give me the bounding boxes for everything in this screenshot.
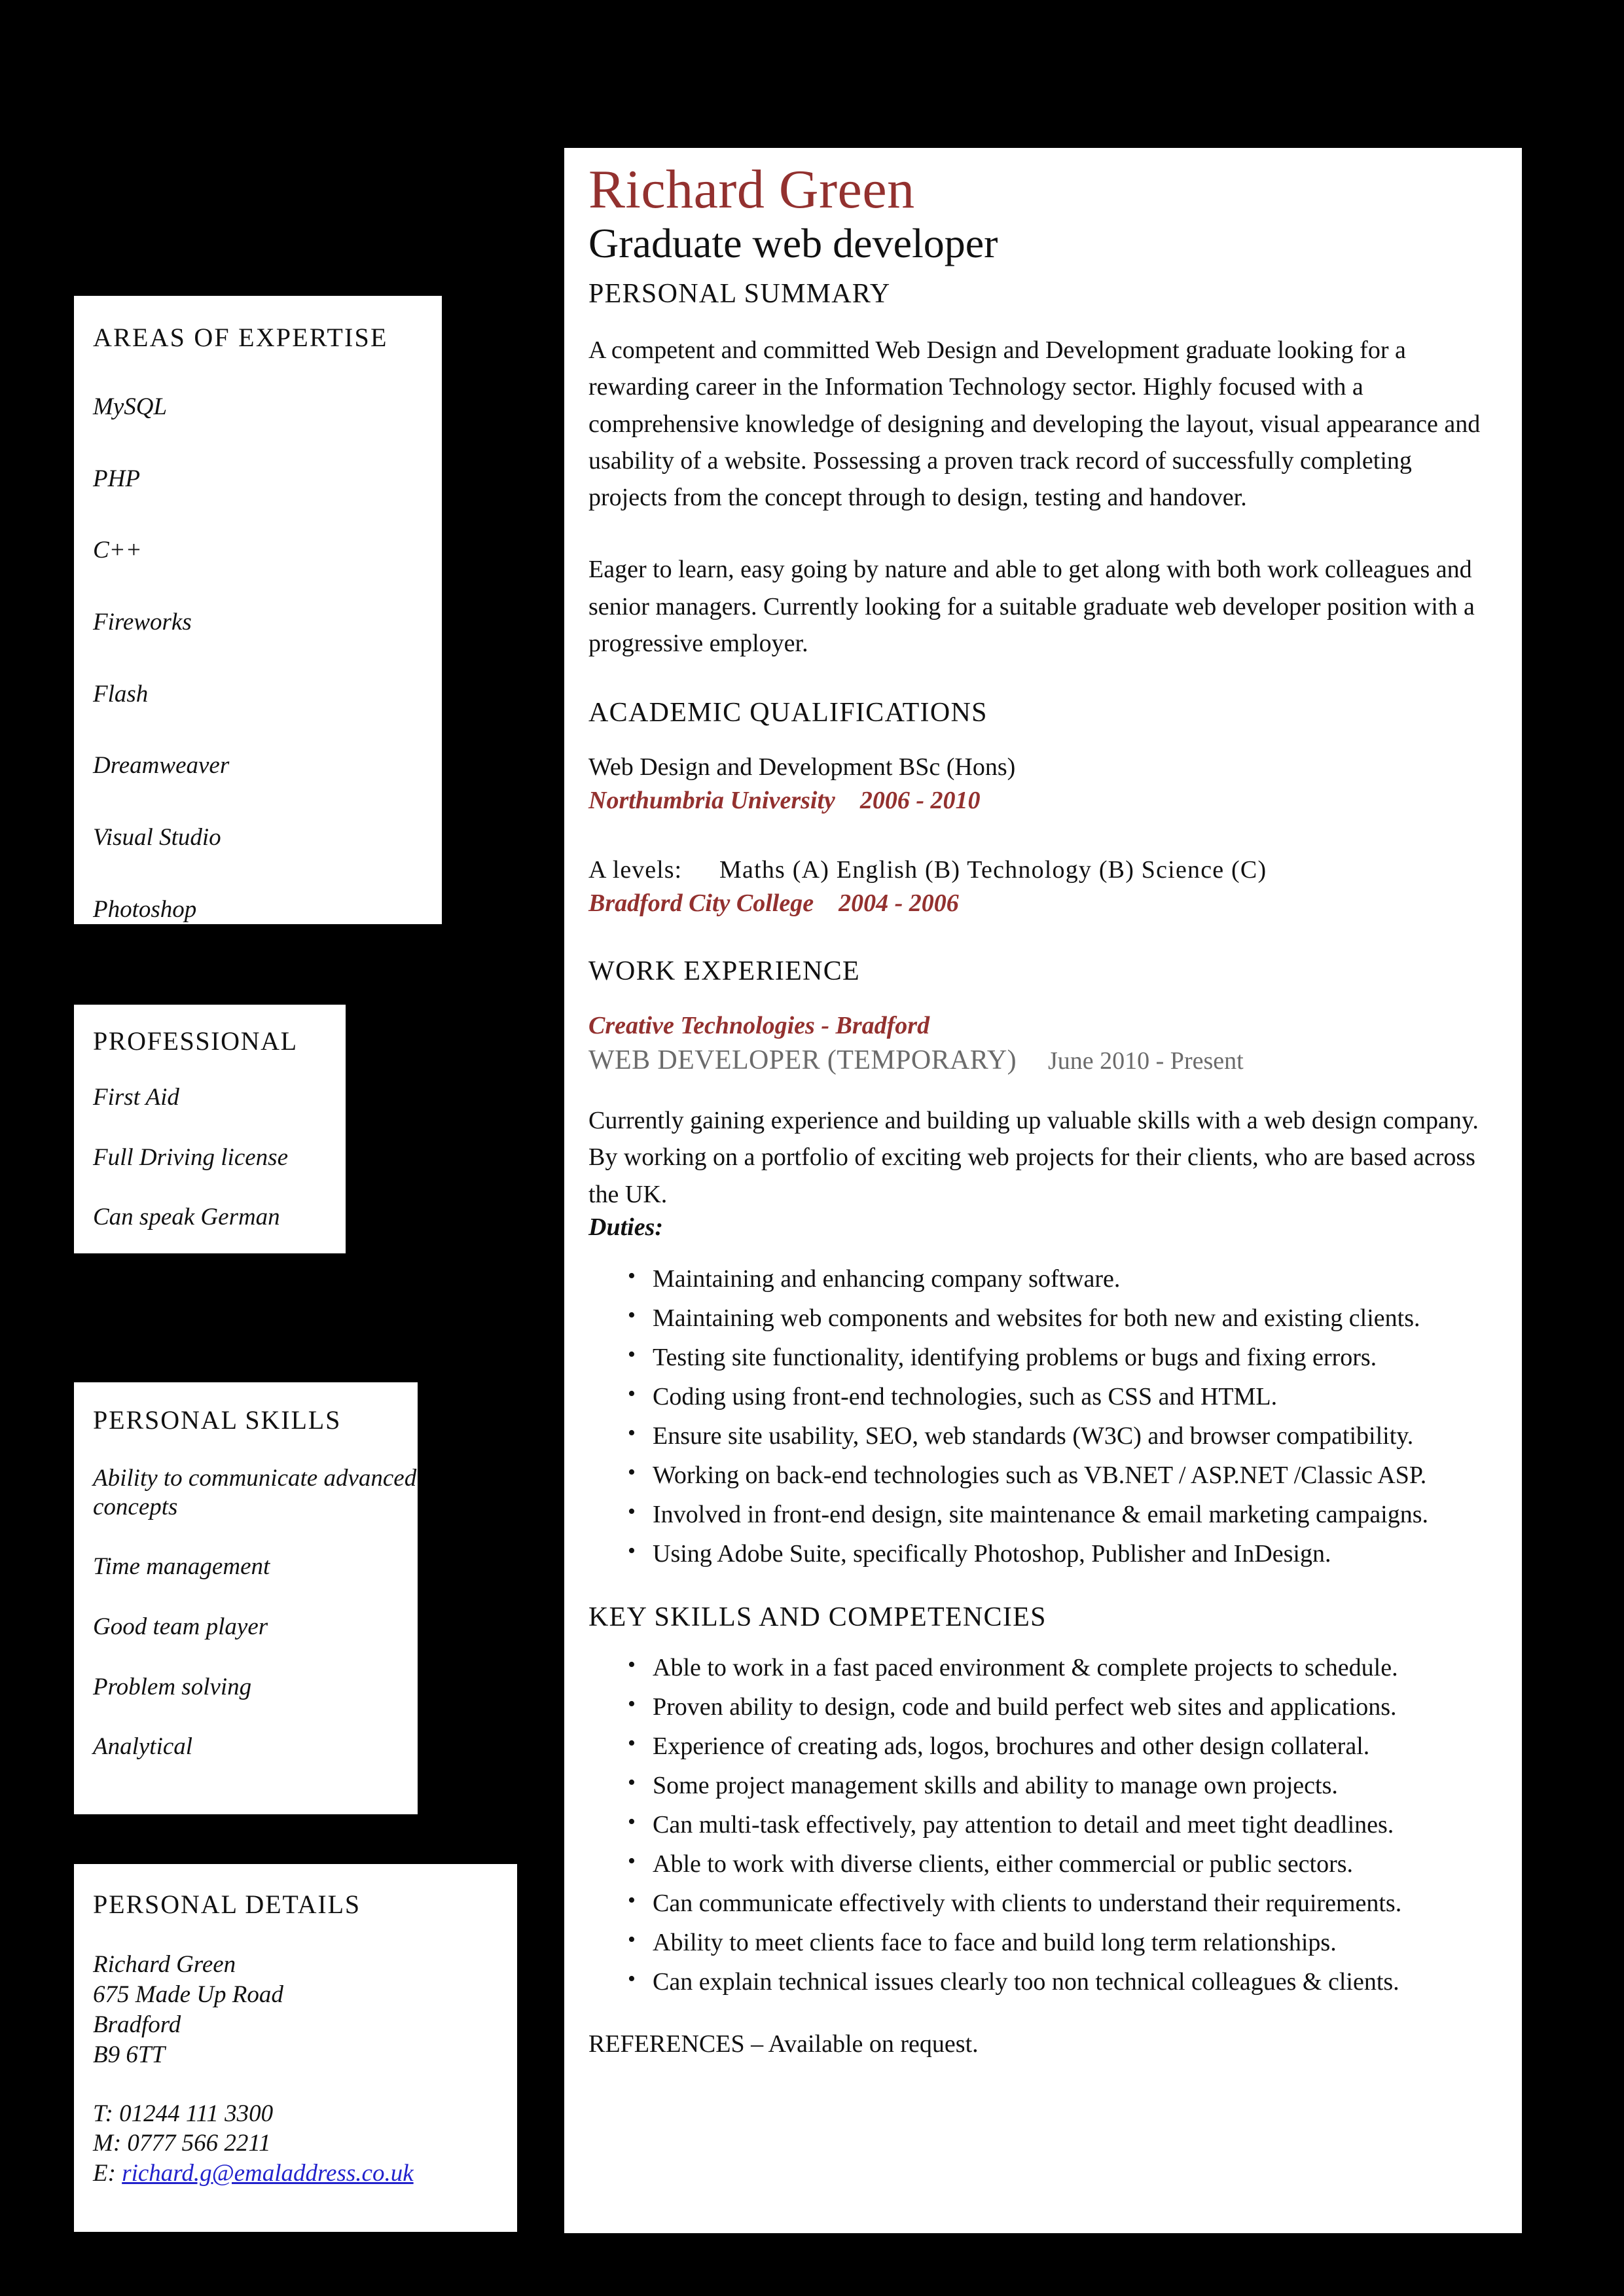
cv-main-panel bbox=[564, 148, 1522, 2233]
personal-details-panel bbox=[74, 1864, 517, 2232]
personal-details-heading: PERSONAL DETAILS bbox=[93, 1890, 361, 1919]
list-item: Full Driving license bbox=[93, 1143, 288, 1171]
duties-list bbox=[588, 1266, 1496, 1566]
telephone-line: T: 01244 111 3300 bbox=[93, 2100, 274, 2127]
list-item: Dreamweaver bbox=[93, 752, 230, 780]
professional-panel bbox=[74, 1005, 346, 1253]
list-item: First Aid bbox=[93, 1084, 179, 1111]
references-label: REFERENCES bbox=[588, 2030, 745, 2058]
institution-dates: 2004 - 2006 bbox=[839, 889, 959, 917]
email-link[interactable]: richard.g@emaladdress.co.uk bbox=[122, 2160, 414, 2187]
list-item: Visual Studio bbox=[93, 823, 221, 851]
list-item: MySQL bbox=[93, 393, 168, 420]
list-item: • Maintaining and enhancing company software. bbox=[628, 1266, 1496, 1291]
institution-name: Northumbria University bbox=[588, 787, 835, 815]
academic-qualifications-heading: ACADEMIC QUALIFICATIONS bbox=[588, 698, 988, 728]
list-item: • Able to work in a fast paced environment & complete projects to schedule. bbox=[628, 1655, 1496, 1680]
list-item: • Able to work with diverse clients, either commercial or public sectors. bbox=[628, 1852, 1496, 1876]
work-experience-heading: WORK EXPERIENCE bbox=[588, 956, 860, 987]
institution-name: Bradford City College bbox=[588, 889, 814, 917]
personal-summary-paragraph: A competent and committed Web Design and Development graduate looking for a rewarding career in the Information Technology sector. Highly focused with a comprehensive knowledge of designing and developing the layout, visual appearance and usability of a website. Possessing a proven track record of successfully completing projects from the concept through to design, testing and handover. bbox=[588, 336, 1481, 512]
list-item: Fireworks bbox=[93, 608, 192, 636]
job-title: WEB DEVELOPER (TEMPORARY) bbox=[588, 1045, 1017, 1075]
list-item: Photoshop bbox=[93, 895, 197, 923]
personal-skills-heading: PERSONAL SKILLS bbox=[93, 1405, 342, 1435]
college-institution-line bbox=[588, 887, 1496, 920]
list-item: • Experience of creating ads, logos, brochures and other design collateral. bbox=[628, 1734, 1496, 1759]
mobile-line: M: 0777 566 2211 bbox=[93, 2130, 271, 2157]
degree-title: Web Design and Development BSc (Hons) bbox=[588, 753, 1016, 781]
key-skills-list bbox=[588, 1655, 1496, 1994]
address-line: Bradford bbox=[93, 2011, 181, 2038]
list-item: • Proven ability to design, code and build perfect web sites and applications. bbox=[628, 1695, 1496, 1719]
list-item: • Ensure site usability, SEO, web standards (W3C) and browser compatibility. bbox=[628, 1424, 1496, 1448]
list-item: Time management bbox=[93, 1553, 270, 1581]
list-item: Problem solving bbox=[93, 1673, 252, 1700]
list-item: • Coding using front-end technologies, such as CSS and HTML. bbox=[628, 1384, 1496, 1409]
list-item: • Maintaining web components and websites for both new and existing clients. bbox=[628, 1306, 1496, 1331]
list-item: • Ability to meet clients face to face and build long term relationships. bbox=[628, 1930, 1496, 1955]
employer-name: Creative Technologies - Bradford bbox=[588, 1012, 930, 1040]
list-item: • Some project management skills and ability to manage own projects. bbox=[628, 1773, 1496, 1798]
list-item: C++ bbox=[93, 537, 142, 564]
personal-summary-heading: PERSONAL SUMMARY bbox=[588, 279, 891, 310]
list-item: • Testing site functionality, identifying problems or bugs and fixing errors. bbox=[628, 1345, 1496, 1370]
address-line: Richard Green bbox=[93, 1951, 236, 1978]
list-item: Flash bbox=[93, 680, 149, 708]
areas-of-expertise-list bbox=[93, 393, 442, 924]
list-item: Good team player bbox=[93, 1613, 268, 1640]
list-item: Analytical bbox=[93, 1733, 193, 1761]
job-title-row bbox=[588, 1043, 1496, 1078]
email-label: E: bbox=[93, 2160, 122, 2187]
a-levels-label: A levels: bbox=[588, 855, 683, 884]
a-levels-line bbox=[588, 853, 1496, 887]
areas-of-expertise-heading: AREAS OF EXPERTISE bbox=[93, 323, 388, 352]
personal-skills-list bbox=[93, 1464, 418, 1761]
email-line bbox=[93, 2159, 517, 2189]
duties-label: Duties: bbox=[588, 1213, 663, 1241]
job-dates: June 2010 - Present bbox=[1048, 1047, 1244, 1075]
institution-dates: 2006 - 2010 bbox=[859, 787, 981, 815]
list-item: Ability to communicate advanced concepts bbox=[93, 1465, 417, 1520]
references-line bbox=[588, 2030, 1496, 2058]
professional-heading: PROFESSIONAL bbox=[93, 1026, 298, 1056]
list-item: • Working on back-end technologies such as VB.NET / ASP.NET /Classic ASP. bbox=[628, 1463, 1496, 1488]
list-item: • Can communicate effectively with clients to understand their requirements. bbox=[628, 1891, 1496, 1916]
list-item: PHP bbox=[93, 465, 140, 492]
list-item: • Involved in front-end design, site maintenance & email marketing campaigns. bbox=[628, 1502, 1496, 1527]
professional-list bbox=[93, 1083, 346, 1232]
job-role-subtitle: Graduate web developer bbox=[588, 220, 998, 266]
areas-of-expertise-panel bbox=[74, 296, 442, 924]
personal-summary-paragraph: Eager to learn, easy going by nature and able to get along with both work colleagues and senior managers. Currently looking for a suitable graduate web developer position with a progressive employer. bbox=[588, 556, 1475, 657]
page-title: Richard Green bbox=[588, 159, 915, 220]
address-line: 675 Made Up Road bbox=[93, 1981, 283, 2008]
degree-institution-line bbox=[588, 784, 1496, 817]
list-item: • Using Adobe Suite, specifically Photoshop, Publisher and InDesign. bbox=[628, 1541, 1496, 1566]
list-item: • Can explain technical issues clearly too non technical colleagues & clients. bbox=[628, 1969, 1496, 1994]
job-description: Currently gaining experience and building up valuable skills with a web design company. By working on a portfolio of exciting web projects for their clients, who are based across the UK. bbox=[588, 1107, 1479, 1208]
postal-address bbox=[93, 1950, 517, 2070]
personal-skills-panel bbox=[74, 1382, 418, 1814]
key-skills-heading: KEY SKILLS AND COMPETENCIES bbox=[588, 1602, 1047, 1632]
list-item: Can speak German bbox=[93, 1204, 280, 1231]
a-levels-grades: Maths (A) English (B) Technology (B) Science (C) bbox=[719, 855, 1267, 884]
references-text: – Available on request. bbox=[744, 2030, 979, 2058]
address-line: B9 6TT bbox=[93, 2041, 166, 2068]
contact-block bbox=[93, 2099, 517, 2189]
list-item: • Can multi-task effectively, pay attention to detail and meet tight deadlines. bbox=[628, 1812, 1496, 1837]
